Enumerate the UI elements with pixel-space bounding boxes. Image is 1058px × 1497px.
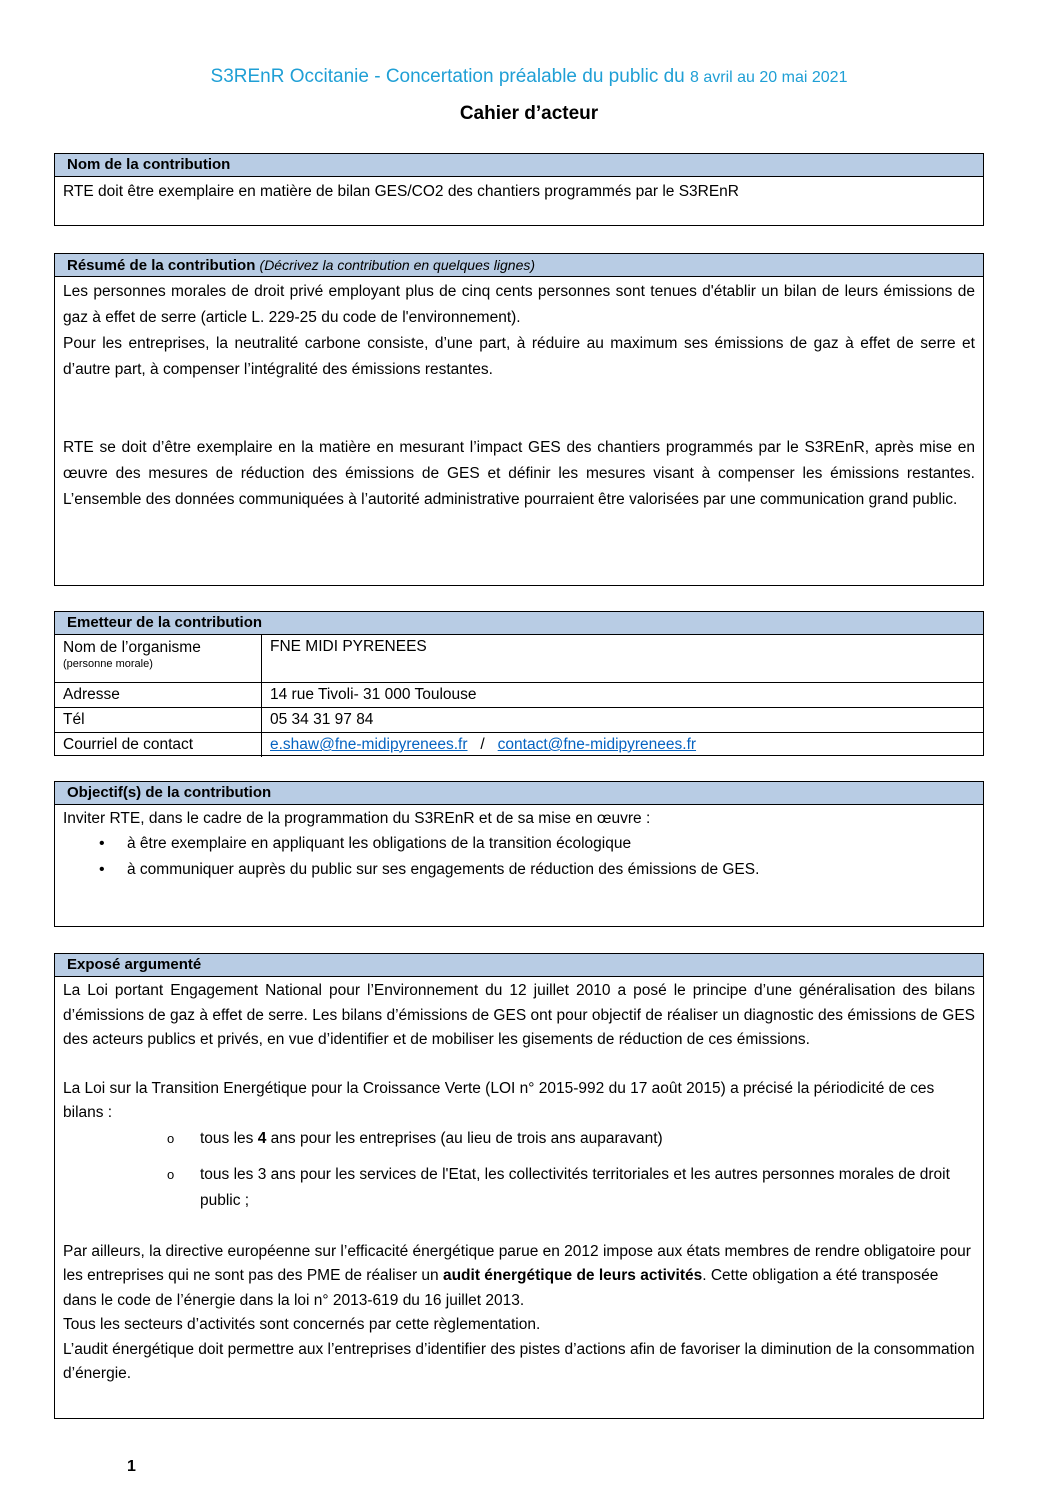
objectifs-intro: Inviter RTE, dans le cadre de la programmation du S3REnR et de sa mise en œuvre :: [63, 810, 651, 827]
expose-box: [54, 953, 984, 1419]
periodicite-list: [63, 1126, 975, 1214]
document-subtitle: Cahier d’acteur: [459, 103, 599, 124]
courriel-value: [262, 733, 984, 758]
expose-paragraph: Tous les secteurs d’activités sont concernés par cette règlementation.: [63, 1316, 541, 1333]
table-row: [55, 683, 983, 708]
email-link-2[interactable]: contact@fne-midipyrenees.fr: [497, 736, 697, 753]
objectifs-list: [63, 831, 975, 883]
document-title: [0, 66, 1058, 88]
expose-paragraph: Par ailleurs, la directive européenne sur l’efficacité énergétique parue en 2012 impose aux états membres de rendre obligatoire pour les entreprises qui ne sont pas des PME de réaliser un audit énergétique de leurs activités. Cette obligation a été transposée dans le code de l’énergie dans la loi n° 2013-619 du 16 juillet 2013.: [63, 1242, 971, 1309]
title-date: 8 avril au 20 mai 2021: [690, 69, 848, 86]
objectifs-header: Objectif(s) de la contribution: [55, 782, 983, 805]
expose-paragraph: La Loi portant Engagement National pour l’Environnement du 12 juillet 2010 a posé le principe d’une généralisation des bilans d’émissions de gaz à effet de serre. Les bilans d’émissions de GES ont pour objectif de réaliser un diagnostic des émissions de GES des acteurs publics et privés, en vue d’identifier et de mobiliser les gisements de réduction de ces émissions.: [63, 982, 975, 1048]
table-row: [55, 733, 983, 758]
resume-paragraph: Les personnes morales de droit privé employant plus de cinq cents personnes sont tenues d'établir un bilan de leurs émissions de gaz à effet de serre (article L. 229-25 du code de l'environnement).: [63, 283, 975, 326]
emetteur-table: [55, 635, 983, 757]
org-value: FNE MIDI PYRENEES: [270, 638, 427, 655]
resume-paragraph: RTE se doit d’être exemplaire en la matière en mesurant l’impact GES des chantiers programmés par le S3REnR, après mise en œuvre des mesures de réduction des émissions de GES et définir les mesures visant à compenser les émissions restantes. L’ensemble des données communiquées à l’autorité administrative pourraient être valorisées par une communication grand public.: [63, 439, 975, 508]
nom-contribution-header: Nom de la contribution: [55, 154, 983, 177]
resume-header: Résumé de la contribution (Décrivez la contribution en quelques lignes): [55, 254, 983, 277]
org-sublabel: (personne morale): [63, 658, 153, 670]
emetteur-header: Emetteur de la contribution: [55, 612, 983, 635]
expose-paragraph: La Loi sur la Transition Energétique pour la Croissance Verte (LOI n° 2015-992 du 17 août 2015) a précisé la périodicité de ces bilans :: [63, 1079, 935, 1121]
org-label-cell: [55, 635, 262, 683]
list-item: • à communiquer auprès du public sur ses engagements de réduction des émissions de GES.: [127, 857, 975, 883]
tel-label: Tél: [55, 708, 262, 733]
list-item: o tous les 3 ans pour les services de l'Etat, les collectivités territoriales et les autres personnes morales de droit public ;: [200, 1162, 975, 1214]
resume-box: [54, 253, 984, 586]
email-separator: /: [467, 736, 498, 753]
emetteur-box: [54, 611, 984, 756]
tel-value: 05 34 31 97 84: [262, 708, 984, 733]
page-number: 1: [127, 1458, 136, 1475]
resume-body: [55, 277, 983, 515]
adresse-label: Adresse: [55, 683, 262, 708]
adresse-value: 14 rue Tivoli- 31 000 Toulouse: [262, 683, 984, 708]
list-item: o tous les 4 ans pour les entreprises (au lieu de trois ans auparavant): [200, 1126, 975, 1152]
table-row: [55, 635, 983, 683]
resume-hint: (Décrivez la contribution en quelques lignes): [259, 257, 536, 273]
expose-paragraph: L’audit énergétique doit permettre aux l’entreprises d’identifier des pistes d’actions afin de favoriser la diminution de la consommation d’énergie.: [63, 1340, 975, 1382]
expose-header: Exposé argumenté: [55, 954, 983, 977]
nom-contribution-text: RTE doit être exemplaire en matière de bilan GES/CO2 des chantiers programmés par le S3REnR: [63, 183, 739, 200]
objectifs-box: [54, 781, 984, 927]
expose-body: [55, 977, 983, 1389]
org-label: Nom de l’organisme: [63, 639, 201, 656]
objectifs-body: [55, 805, 983, 885]
email-link-1[interactable]: e.shaw@fne-midipyrenees.fr: [270, 736, 468, 753]
table-row: [55, 708, 983, 733]
title-text: S3REnR Occitanie - Concertation préalable du public du: [210, 66, 691, 87]
courriel-label: Courriel de contact: [55, 733, 262, 758]
nom-contribution-box: [54, 153, 984, 226]
resume-paragraph: Pour les entreprises, la neutralité carbone consiste, d’une part, à réduire au maximum ses émissions de gaz à effet de serre et d’autre part, à compenser l’intégralité des émissions restantes.: [63, 335, 975, 378]
list-item: • à être exemplaire en appliquant les obligations de la transition écologique: [127, 831, 975, 857]
